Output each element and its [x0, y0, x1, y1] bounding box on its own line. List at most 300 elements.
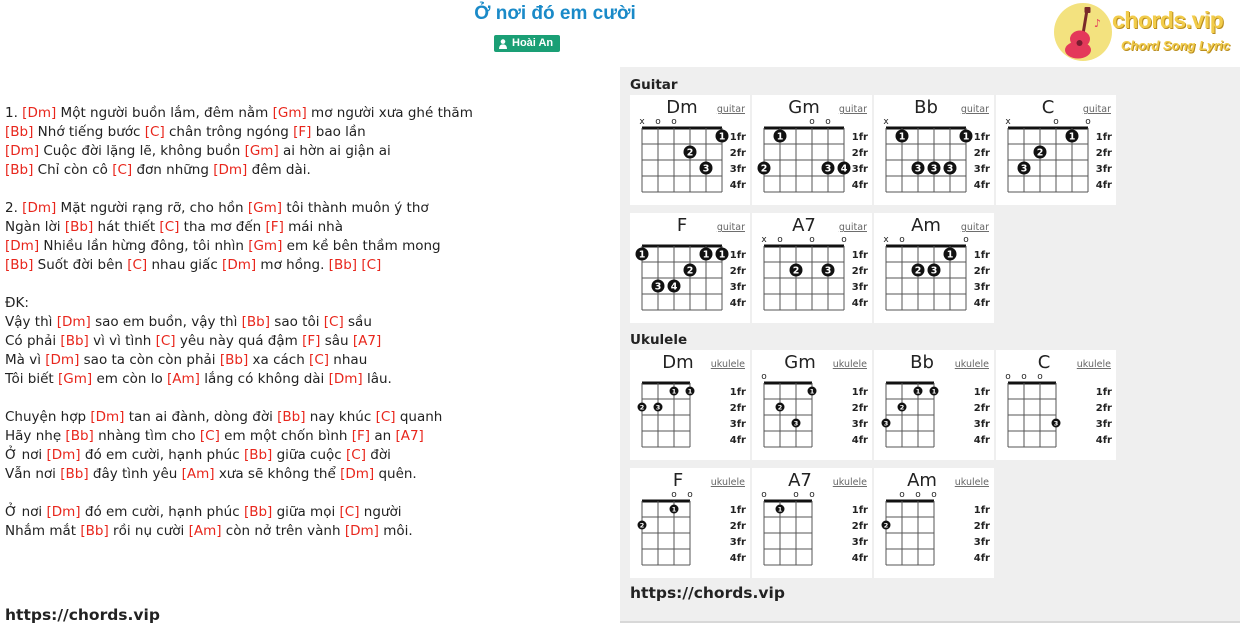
lyric-text: tha mơ đến — [179, 219, 266, 235]
ukulele-type-link[interactable]: ukulele — [710, 359, 745, 370]
ukulele-type-link[interactable]: ukulele — [954, 359, 989, 370]
nut — [764, 382, 812, 385]
guitar-type-link[interactable]: guitar — [960, 104, 989, 115]
lyric-line — [5, 237, 605, 256]
lyric-line — [5, 256, 605, 275]
fret-label: 1fr — [851, 132, 868, 143]
lyric-text: em còn lo — [92, 371, 168, 387]
open-string-mark: o — [963, 235, 969, 245]
lyric-text: 2. — [5, 200, 23, 216]
fret-label: 4fr — [973, 553, 990, 564]
chord-name[interactable]: [Bb] — [328, 257, 358, 273]
chord-name[interactable]: [Dm] — [222, 257, 257, 273]
chord-name[interactable]: [C] — [127, 257, 148, 273]
open-string-mark: o — [915, 490, 921, 500]
open-string-mark: o — [1021, 372, 1027, 382]
guitar-chord-chart — [874, 95, 994, 205]
chord-name[interactable]: [Gm] — [272, 105, 307, 121]
ukulele-chord-chart — [874, 350, 994, 460]
chord-title: Bb — [910, 352, 934, 373]
open-string-mark: o — [1037, 372, 1043, 382]
guitar-type-link[interactable]: guitar — [838, 222, 867, 233]
lyric-text: ĐK: — [5, 295, 29, 311]
lyric-text: 1. — [5, 105, 23, 121]
lyric-line — [5, 503, 605, 522]
open-string-mark: o — [793, 490, 799, 500]
finger-number: 2 — [914, 265, 922, 277]
guitar-chord-diagram[interactable] — [996, 95, 1116, 205]
chord-title: A7 — [788, 470, 812, 491]
finger-number: 3 — [655, 403, 661, 412]
nut — [642, 500, 690, 503]
lyric-line — [5, 446, 605, 465]
fret-label: 1fr — [729, 387, 746, 398]
lyric-text: sầu — [343, 314, 372, 330]
chord-name[interactable]: [Gm] — [58, 371, 93, 387]
nut — [886, 245, 966, 248]
chord-name[interactable]: [Dm] — [213, 162, 248, 178]
fret-label: 1fr — [729, 132, 746, 143]
fret-label: 4fr — [1095, 435, 1112, 446]
chord-title: Am — [911, 215, 941, 236]
chord-name[interactable]: [Bb] — [277, 409, 306, 425]
lyric-text: Cuộc đời lặng lẽ, không buồn — [39, 143, 245, 159]
fret-label: 3fr — [851, 282, 868, 293]
fret-label: 3fr — [973, 419, 990, 430]
finger-number: 1 — [1068, 131, 1076, 143]
muted-string-mark: x — [639, 117, 645, 127]
ukulele-chord-diagram[interactable] — [630, 468, 750, 578]
chord-name[interactable]: [Dm] — [56, 314, 91, 330]
guitar-type-link[interactable]: guitar — [716, 222, 745, 233]
finger-number: 3 — [654, 281, 662, 293]
lyric-line — [5, 408, 605, 427]
lyric-line — [5, 199, 605, 218]
chord-title: Dm — [666, 97, 698, 118]
lyric-text: Một người buồn lắm, đêm nằm — [56, 105, 273, 121]
chord-name[interactable]: [Dm] — [46, 504, 81, 520]
chord-name[interactable]: [Bb] — [5, 124, 34, 140]
lyric-text: ai hờn ai giận ai — [278, 143, 391, 159]
fret-label: 1fr — [729, 250, 746, 261]
ukulele-chord-chart — [630, 468, 750, 578]
fret-label: 4fr — [973, 298, 990, 309]
fret-label: 2fr — [973, 148, 990, 159]
ukulele-chord-diagram[interactable] — [874, 350, 994, 460]
lyric-text: Nhắm mắt — [5, 523, 81, 539]
lyric-line — [5, 313, 605, 332]
nut — [642, 127, 722, 130]
chord-name[interactable]: [F] — [351, 428, 371, 444]
finger-number: 3 — [1020, 163, 1028, 175]
finger-number: 3 — [702, 163, 710, 175]
lyric-text: Nhớ tiếng bước — [33, 124, 145, 140]
lyric-text: sao tôi — [270, 314, 324, 330]
chord-name[interactable]: [C] — [309, 352, 330, 368]
ukulele-chord-chart — [874, 468, 994, 578]
lyric-line — [5, 465, 605, 484]
site-logo[interactable] — [1054, 3, 1236, 61]
chord-name[interactable]: [Gm] — [247, 200, 283, 216]
nut — [886, 500, 934, 503]
chord-name[interactable]: [Bb] — [80, 523, 109, 539]
chord-name[interactable]: [C] — [375, 409, 396, 425]
fret-label: 2fr — [851, 266, 868, 277]
lyric-text: an — [370, 428, 396, 444]
chord-name[interactable]: [Am] — [188, 523, 222, 539]
finger-number: 4 — [670, 281, 678, 293]
ukulele-type-link[interactable]: ukulele — [954, 477, 989, 488]
finger-number: 1 — [915, 387, 921, 396]
chord-name[interactable]: [C] — [159, 219, 180, 235]
chord-name[interactable]: [C] — [346, 447, 366, 463]
chord-name[interactable]: [Bb] — [241, 314, 271, 330]
chord-name[interactable]: [C] — [339, 504, 360, 520]
finger-number: 1 — [946, 249, 954, 261]
chord-name[interactable]: [A7] — [352, 333, 382, 349]
chord-title: C — [1041, 97, 1055, 118]
fret-label: 1fr — [973, 387, 990, 398]
chord-name[interactable]: [Dm] — [45, 352, 80, 368]
guitar-type-link[interactable]: guitar — [838, 104, 867, 115]
guitar-icon — [1060, 7, 1106, 59]
logo-name: chords.vip — [1112, 7, 1224, 33]
muted-string-mark: x — [883, 235, 889, 245]
nut — [886, 382, 934, 385]
ukulele-chord-diagram[interactable] — [752, 350, 872, 460]
chord-name[interactable]: [Gm] — [248, 238, 283, 254]
chord-name[interactable]: [Dm] — [22, 105, 57, 121]
chord-name[interactable]: [C] — [144, 124, 165, 140]
finger-number: 1 — [777, 505, 783, 514]
lyric-text: Ngàn lời — [5, 219, 65, 235]
lyric-text: môi. — [378, 523, 413, 539]
chord-title: A7 — [792, 215, 816, 236]
lyric-text: chân trông ngóng — [164, 124, 294, 140]
lyric-text: nhau giấc — [147, 257, 223, 273]
open-string-mark: o — [777, 235, 783, 245]
chord-name[interactable]: [Bb] — [60, 466, 89, 482]
fret-label: 2fr — [973, 403, 990, 414]
guitar-type-link[interactable]: guitar — [716, 104, 745, 115]
fret-label: 3fr — [851, 164, 868, 175]
ukulele-chord-diagram[interactable] — [874, 468, 994, 578]
fret-label: 3fr — [729, 282, 746, 293]
chord-name[interactable]: [Bb] — [243, 447, 273, 463]
lyric-lines — [5, 104, 605, 560]
lyric-line — [5, 370, 605, 389]
finger-number: 3 — [930, 163, 938, 175]
lyric-blank-line — [5, 484, 605, 503]
guitar-chord-diagram[interactable] — [752, 95, 872, 205]
nut — [764, 500, 812, 503]
lyric-blank-line — [5, 541, 605, 560]
chord-name[interactable]: [Bb] — [243, 504, 273, 520]
lyric-text: giữa mọi — [272, 504, 340, 520]
finger-number: 1 — [638, 249, 646, 261]
chord-name[interactable]: [C] — [361, 257, 382, 273]
lyric-text: đây tình yêu — [88, 466, 182, 482]
svg-text:♪: ♪ — [1094, 17, 1102, 30]
lyric-text: người — [359, 504, 402, 520]
ukulele-type-link[interactable]: ukulele — [832, 477, 867, 488]
finger-number: 3 — [946, 163, 954, 175]
finger-number: 1 — [671, 505, 677, 514]
chord-name[interactable]: [Dm] — [46, 447, 81, 463]
fret-label: 3fr — [973, 164, 990, 175]
fret-label: 2fr — [1095, 403, 1112, 414]
fret-label: 1fr — [1095, 132, 1112, 143]
open-string-mark: o — [761, 490, 767, 500]
guitar-chord-diagram[interactable] — [752, 213, 872, 323]
lyrics-site-url[interactable]: https://chords.vip — [5, 606, 160, 624]
ukulele-chord-diagram[interactable] — [630, 350, 750, 460]
fret-label: 2fr — [851, 148, 868, 159]
fret-label: 1fr — [1095, 387, 1112, 398]
chord-name[interactable]: [Bb] — [5, 162, 34, 178]
finger-number: 4 — [840, 163, 848, 175]
chord-title: Gm — [788, 97, 820, 118]
ukulele-chord-chart — [630, 350, 750, 460]
ukulele-type-link[interactable]: ukulele — [1076, 359, 1111, 370]
chord-title: Dm — [662, 352, 694, 373]
chord-name[interactable]: [Dm] — [328, 371, 363, 387]
lyric-text: vì vì tình — [88, 333, 156, 349]
lyric-blank-line — [5, 180, 605, 199]
guitar-chord-diagram[interactable] — [630, 95, 750, 205]
ukulele-chord-chart — [752, 350, 872, 460]
ukulele-chord-diagram[interactable] — [752, 468, 872, 578]
finger-number: 1 — [776, 131, 784, 143]
chord-name[interactable]: [Bb] — [64, 219, 94, 235]
ukulele-chord-grid — [630, 350, 1120, 578]
finger-number: 2 — [686, 265, 694, 277]
finger-number: 1 — [671, 387, 677, 396]
lyric-text: mơ hồng. — [256, 257, 329, 273]
chord-diagrams-panel — [620, 67, 1240, 623]
chord-title: Bb — [914, 97, 938, 118]
nut — [642, 245, 722, 248]
lyric-line — [5, 142, 605, 161]
finger-number: 2 — [792, 265, 800, 277]
lyric-text: giữa cuộc — [272, 447, 346, 463]
user-icon — [499, 39, 507, 49]
lyric-text: xưa sẽ không thể — [214, 466, 341, 482]
chord-name[interactable]: [F] — [265, 219, 284, 235]
lyric-text: bao lần — [311, 124, 366, 140]
lyric-line — [5, 161, 605, 180]
chord-name[interactable]: [C] — [199, 428, 220, 444]
lyric-text: sao ta còn còn phải — [79, 352, 220, 368]
chord-name[interactable]: [Dm] — [5, 238, 40, 254]
lyric-text: em kề bên thầm mong — [282, 238, 441, 254]
fret-label: 4fr — [973, 180, 990, 191]
lyrics-body — [5, 66, 605, 632]
lyric-text: đời — [365, 447, 391, 463]
finger-number: 3 — [793, 419, 799, 428]
open-string-mark: o — [809, 490, 815, 500]
finger-number: 1 — [718, 131, 726, 143]
finger-number: 2 — [1036, 147, 1044, 159]
finger-number: 2 — [639, 403, 645, 412]
fret-label: 3fr — [851, 419, 868, 430]
lyric-text: em một chốn bình — [219, 428, 352, 444]
chord-name[interactable]: [F] — [302, 333, 321, 349]
fret-label: 4fr — [851, 298, 868, 309]
lyric-line — [5, 294, 605, 313]
nut — [886, 127, 966, 130]
chord-name[interactable]: [C] — [323, 314, 344, 330]
ukulele-chord-chart — [752, 468, 872, 578]
fret-label: 2fr — [729, 148, 746, 159]
chord-name[interactable]: [Dm] — [344, 523, 379, 539]
chord-name[interactable]: [Dm] — [340, 466, 375, 482]
lyric-text: tan ai đành, dòng đời — [124, 409, 278, 425]
fret-label: 4fr — [851, 553, 868, 564]
guitar-type-link[interactable]: guitar — [1082, 104, 1111, 115]
lyric-text: Ở nơi — [5, 447, 47, 463]
fret-label: 3fr — [973, 537, 990, 548]
finger-number: 1 — [962, 131, 970, 143]
lyric-text: nhau — [329, 352, 368, 368]
guitar-chord-chart — [874, 213, 994, 323]
finger-number: 3 — [1053, 419, 1059, 428]
chord-name[interactable]: [Bb] — [5, 257, 34, 273]
finger-number: 1 — [718, 249, 726, 261]
ukulele-chord-diagram[interactable] — [996, 350, 1116, 460]
lyric-text: lâu. — [362, 371, 392, 387]
open-string-mark: o — [687, 490, 693, 500]
guitar-section-label: Guitar — [630, 77, 678, 93]
lyric-text: yêu này quá đậm — [175, 333, 303, 349]
finger-number: 2 — [760, 163, 768, 175]
chord-title: C — [1037, 352, 1051, 373]
fret-label: 2fr — [729, 266, 746, 277]
nut — [764, 245, 844, 248]
fret-label: 1fr — [851, 387, 868, 398]
lyric-blank-line — [5, 389, 605, 408]
chord-name[interactable]: [Dm] — [22, 200, 57, 216]
chord-name[interactable]: [Gm] — [244, 143, 279, 159]
ukulele-chord-chart — [996, 350, 1116, 460]
fret-label: 3fr — [851, 537, 868, 548]
ukulele-type-link[interactable]: ukulele — [832, 359, 867, 370]
fret-label: 3fr — [973, 282, 990, 293]
finger-number: 1 — [702, 249, 710, 261]
fret-label: 2fr — [973, 266, 990, 277]
open-string-mark: o — [671, 490, 677, 500]
lyric-text: Mặt người rạng rỡ, cho hồn — [56, 200, 248, 216]
lyric-blank-line — [5, 275, 605, 294]
open-string-mark: o — [899, 235, 905, 245]
fret-label: 4fr — [851, 435, 868, 446]
finger-number: 3 — [824, 265, 832, 277]
chord-name[interactable]: [Am] — [167, 371, 200, 387]
lyric-text: Nhiều lần hừng đông, tôi nhìn — [39, 238, 249, 254]
open-string-mark: o — [825, 117, 831, 127]
logo-emblem — [1054, 3, 1112, 61]
chord-title: F — [672, 470, 684, 491]
open-string-mark: o — [1053, 117, 1059, 127]
guitar-chord-diagram[interactable] — [874, 213, 994, 323]
chord-name[interactable]: [C] — [155, 333, 176, 349]
lyric-text: Chuyện hợp — [5, 409, 91, 425]
lyric-text: Ở nơi — [5, 504, 47, 520]
lyric-line — [5, 332, 605, 351]
lyric-text: đó em cười, hạnh phúc — [80, 447, 244, 463]
lyric-text: tôi thành muôn ý thơ — [282, 200, 429, 216]
ukulele-type-link[interactable]: ukulele — [710, 477, 745, 488]
fret-label: 4fr — [729, 435, 746, 446]
author-badge[interactable] — [494, 35, 560, 52]
lyric-text: quanh — [395, 409, 443, 425]
muted-string-mark: x — [883, 117, 889, 127]
fret-label: 2fr — [851, 403, 868, 414]
fret-label: 4fr — [729, 180, 746, 191]
lyric-text: Suốt đời bên — [33, 257, 128, 273]
chord-name[interactable]: [A7] — [395, 428, 424, 444]
guitar-chord-chart — [752, 95, 872, 205]
chord-name[interactable]: [Bb] — [60, 333, 89, 349]
chord-name[interactable]: [Bb] — [65, 428, 94, 444]
lyric-text: sao em buồn, vậy thì — [90, 314, 242, 330]
fret-label: 4fr — [729, 553, 746, 564]
finger-number: 3 — [883, 419, 889, 428]
open-string-mark: o — [1085, 117, 1091, 127]
nut — [642, 382, 690, 385]
fret-label: 1fr — [851, 250, 868, 261]
chord-name[interactable]: [F] — [293, 124, 312, 140]
guitar-chord-chart — [630, 95, 750, 205]
lyric-text: Hãy nhẹ — [5, 428, 66, 444]
chord-name[interactable]: [Dm] — [90, 409, 125, 425]
lyric-text: sâu — [320, 333, 353, 349]
guitar-chord-diagram[interactable] — [874, 95, 994, 205]
finger-number: 2 — [686, 147, 694, 159]
lyric-text: mái nhà — [283, 219, 343, 235]
fret-label: 4fr — [851, 180, 868, 191]
chord-title: Gm — [784, 352, 816, 373]
ukulele-section-label: Ukulele — [630, 332, 688, 348]
nut — [1008, 127, 1088, 130]
open-string-mark: o — [809, 235, 815, 245]
fret-label: 1fr — [973, 132, 990, 143]
guitar-chord-diagram[interactable] — [630, 213, 750, 323]
panel-site-url[interactable]: https://chords.vip — [630, 584, 785, 602]
fret-label: 3fr — [1095, 419, 1112, 430]
fret-label: 4fr — [729, 298, 746, 309]
open-string-mark: o — [809, 117, 815, 127]
lyric-text: nhàng tìm cho — [93, 428, 200, 444]
open-string-mark: o — [761, 372, 767, 382]
fret-label: 2fr — [1095, 148, 1112, 159]
lyric-text: đêm dài. — [247, 162, 311, 178]
chord-name[interactable]: [C] — [112, 162, 133, 178]
fret-label: 1fr — [851, 505, 868, 516]
logo-tagline: Chord Song Lyric — [1121, 38, 1231, 53]
chord-name[interactable]: [Bb] — [219, 352, 249, 368]
guitar-type-link[interactable]: guitar — [960, 222, 989, 233]
muted-string-mark: x — [761, 235, 767, 245]
guitar-chord-grid — [630, 95, 1120, 323]
lyric-line — [5, 522, 605, 541]
fret-label: 1fr — [729, 505, 746, 516]
finger-number: 2 — [883, 521, 889, 530]
chord-name[interactable]: [Am] — [181, 466, 215, 482]
lyric-text: lắng có không dài — [199, 371, 329, 387]
chord-name[interactable]: [Dm] — [5, 143, 40, 159]
lyric-text: Vậy thì — [5, 314, 57, 330]
